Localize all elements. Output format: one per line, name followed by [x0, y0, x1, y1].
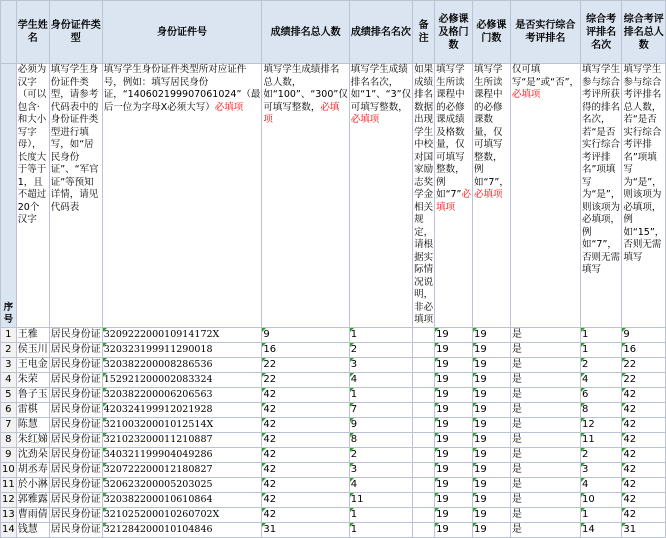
- required-marker: 必填项: [263, 101, 340, 125]
- column-header-idno[interactable]: 身份证件号: [102, 1, 262, 64]
- cell-req_total[interactable]: 19: [472, 387, 510, 402]
- cell-note[interactable]: [413, 387, 435, 402]
- required-marker: 必填项: [214, 101, 244, 113]
- cell-seq[interactable]: 1: [1, 327, 17, 342]
- column-header-rank[interactable]: 成绩排名名次: [349, 1, 412, 64]
- cell-eval_flag[interactable]: 是: [510, 492, 580, 507]
- description-text: 填写学生身份证件类型所对应证件号，例如：填写居民身份证，“140602199907061024”（最后一位为字母X必须大写）: [103, 64, 261, 113]
- cell-eval_flag[interactable]: 是: [510, 402, 580, 417]
- cell-eval_flag[interactable]: 是: [510, 357, 580, 372]
- cell-idtype[interactable]: 居民身份证: [49, 372, 102, 387]
- cell-note[interactable]: [413, 402, 435, 417]
- cell-idtype[interactable]: 居民身份证: [49, 342, 102, 357]
- column-header-eval_flag[interactable]: 是否实行综合考评排名: [510, 1, 580, 64]
- cell-eval_total[interactable]: 42: [622, 492, 666, 507]
- table-row: [1, 372, 666, 387]
- cell-req_cnt[interactable]: 19: [435, 492, 473, 507]
- cell-total[interactable]: 9: [262, 327, 349, 342]
- cell-total[interactable]: 31: [262, 522, 349, 537]
- column-header-seq[interactable]: [1, 1, 17, 64]
- cell-eval_flag[interactable]: 是: [510, 522, 580, 537]
- cell-idno[interactable]: 320382200006206563: [102, 387, 262, 402]
- cell-eval_rank[interactable]: 1: [581, 507, 622, 522]
- cell-rank[interactable]: 4: [349, 372, 412, 387]
- cell-idno[interactable]: 340321199904049286: [102, 447, 262, 462]
- table-row: [1, 477, 666, 492]
- cell-req_cnt[interactable]: 19: [435, 447, 473, 462]
- cell-total[interactable]: 22: [262, 372, 349, 387]
- required-marker: 必填项: [473, 189, 503, 200]
- cell-idno[interactable]: 320382200008286536: [102, 357, 262, 372]
- cell-rank[interactable]: 1: [349, 387, 412, 402]
- cell-idtype[interactable]: 居民身份证: [49, 402, 102, 417]
- table-row: [1, 387, 666, 402]
- cell-req_cnt[interactable]: 19: [435, 417, 473, 432]
- cell-name[interactable]: 雷棋: [16, 402, 49, 417]
- table-row: [1, 327, 666, 342]
- description-row: [1, 64, 666, 328]
- cell-req_total[interactable]: 19: [472, 432, 510, 447]
- cell-rank[interactable]: 2: [349, 447, 412, 462]
- cell-name[interactable]: 王雅: [16, 327, 49, 342]
- table-row: [1, 522, 666, 537]
- cell-eval_flag[interactable]: 是: [510, 477, 580, 492]
- cell-eval_flag[interactable]: 是: [510, 507, 580, 522]
- cell-idtype[interactable]: 居民身份证: [49, 417, 102, 432]
- cell-req_cnt[interactable]: 19: [435, 327, 473, 342]
- cell-eval_rank[interactable]: 6: [581, 387, 622, 402]
- seq-header-cell[interactable]: 序号: [1, 64, 17, 328]
- column-header-req_total[interactable]: 必修课门数: [472, 1, 510, 64]
- cell-idtype[interactable]: 居民身份证: [49, 387, 102, 402]
- cell-eval_rank[interactable]: 4: [581, 372, 622, 387]
- cell-note[interactable]: [413, 447, 435, 462]
- cell-note[interactable]: [413, 372, 435, 387]
- cell-note[interactable]: [413, 417, 435, 432]
- cell-req_cnt[interactable]: 19: [435, 387, 473, 402]
- cell-idtype[interactable]: 居民身份证: [49, 522, 102, 537]
- cell-req_total[interactable]: 19: [472, 462, 510, 477]
- cell-eval_total[interactable]: 16: [622, 342, 666, 357]
- cell-seq[interactable]: 6: [1, 402, 17, 417]
- column-header-req_cnt[interactable]: 必修课及格门数: [435, 1, 473, 64]
- cell-rank[interactable]: 1: [349, 507, 412, 522]
- cell-eval_total[interactable]: 42: [622, 432, 666, 447]
- cell-name[interactable]: 曹雨倩: [16, 507, 49, 522]
- cell-seq[interactable]: 12: [1, 492, 17, 507]
- cell-rank[interactable]: 9: [349, 417, 412, 432]
- cell-eval_total[interactable]: 22: [622, 372, 666, 387]
- cell-rank[interactable]: 4: [349, 477, 412, 492]
- cell-idtype[interactable]: 居民身份证: [49, 492, 102, 507]
- cell-note[interactable]: [413, 342, 435, 357]
- cell-eval_total[interactable]: 42: [622, 507, 666, 522]
- cell-eval_total[interactable]: 42: [622, 417, 666, 432]
- description-text: 填写学生所读课程中的必修课数量，仅可填写整数，例如“7”，: [473, 64, 509, 188]
- cell-rank[interactable]: 2: [349, 342, 412, 357]
- table-row: [1, 342, 666, 357]
- cell-seq[interactable]: 14: [1, 522, 17, 537]
- cell-seq[interactable]: 5: [1, 387, 17, 402]
- table-row: [1, 417, 666, 432]
- cell-seq[interactable]: 8: [1, 432, 17, 447]
- cell-seq[interactable]: 2: [1, 342, 17, 357]
- cell-name[interactable]: 朱红娣: [16, 432, 49, 447]
- cell-idtype[interactable]: 居民身份证: [49, 432, 102, 447]
- cell-req_cnt[interactable]: 19: [435, 372, 473, 387]
- cell-eval_total[interactable]: 42: [622, 477, 666, 492]
- cell-idno[interactable]: 420324199912021928: [102, 402, 262, 417]
- cell-total[interactable]: 42: [262, 507, 349, 522]
- required-marker: 必填项: [511, 89, 541, 100]
- column-header-idtype[interactable]: 身份证件类型: [49, 1, 102, 64]
- cell-req_total[interactable]: 19: [472, 372, 510, 387]
- cell-idtype[interactable]: 居民身份证: [49, 447, 102, 462]
- cell-eval_rank[interactable]: 1: [581, 342, 622, 357]
- cell-req_total[interactable]: 19: [472, 357, 510, 372]
- cell-note[interactable]: [413, 462, 435, 477]
- cell-eval_rank[interactable]: 14: [581, 522, 622, 537]
- description-text: 填写学生身份证件类型，请参考代码表中的身份证件类型进行填写，如“居民身份证”、“军官证”等预知详情，请见代码表: [50, 64, 99, 213]
- cell-total[interactable]: 42: [262, 462, 349, 477]
- cell-req_cnt[interactable]: 19: [435, 342, 473, 357]
- cell-total[interactable]: 42: [262, 432, 349, 447]
- table-row: [1, 462, 666, 477]
- cell-total[interactable]: 42: [262, 417, 349, 432]
- cell-idno[interactable]: 320623200005203025: [102, 477, 262, 492]
- cell-name[interactable]: 侯玉川: [16, 342, 49, 357]
- cell-name[interactable]: 沈劲朵: [16, 447, 49, 462]
- cell-rank[interactable]: 3: [349, 462, 412, 477]
- cell-req_total[interactable]: 19: [472, 477, 510, 492]
- cell-total[interactable]: 42: [262, 402, 349, 417]
- cell-name[interactable]: 鲁子玉: [16, 387, 49, 402]
- cell-note[interactable]: [413, 357, 435, 372]
- cell-idno[interactable]: 320382200010610864: [102, 492, 262, 507]
- cell-req_total[interactable]: 19: [472, 507, 510, 522]
- cell-req_cnt[interactable]: 19: [435, 432, 473, 447]
- cell-note[interactable]: [413, 432, 435, 447]
- cell-idno[interactable]: 320722200012180827: [102, 462, 262, 477]
- cell-idno[interactable]: 152921200002083324: [102, 372, 262, 387]
- cell-eval_total[interactable]: 42: [622, 387, 666, 402]
- cell-seq[interactable]: 11: [1, 477, 17, 492]
- cell-seq[interactable]: 10: [1, 462, 17, 477]
- cell-rank[interactable]: 7: [349, 402, 412, 417]
- cell-total[interactable]: 16: [262, 342, 349, 357]
- column-header-name[interactable]: 学生姓名: [16, 1, 49, 64]
- description-cell-req_cnt[interactable]: [435, 64, 473, 328]
- cell-note[interactable]: [413, 522, 435, 537]
- cell-req_total[interactable]: 19: [472, 447, 510, 462]
- cell-rank[interactable]: 11: [349, 492, 412, 507]
- cell-eval_flag[interactable]: 是: [510, 327, 580, 342]
- cell-eval_flag[interactable]: 是: [510, 462, 580, 477]
- cell-rank[interactable]: 8: [349, 432, 412, 447]
- required-marker: 必填项: [436, 189, 471, 213]
- cell-note[interactable]: [413, 507, 435, 522]
- cell-name[interactable]: 钱慧: [16, 522, 49, 537]
- cell-eval_flag[interactable]: 是: [510, 417, 580, 432]
- cell-req_cnt[interactable]: 19: [435, 402, 473, 417]
- column-header-eval_total[interactable]: 综合考评排名总人数: [622, 1, 666, 64]
- required-marker: 必填项: [350, 114, 380, 125]
- table-row: [1, 402, 666, 417]
- table-row: [1, 357, 666, 372]
- description-text: 填写学生所读课程中的必修课成绩及格数量，仅可填写整数，例如“7”: [436, 64, 465, 200]
- cell-rank[interactable]: 1: [349, 522, 412, 537]
- description-cell-total[interactable]: [262, 64, 349, 328]
- description-text: 必须为汉字（可以包含·和大小写字母），长度大于等于1，且不超过20个汉字: [17, 64, 47, 225]
- cell-idtype[interactable]: 居民身份证: [49, 507, 102, 522]
- column-header-total[interactable]: 成绩排名总人数: [262, 1, 349, 64]
- cell-eval_total[interactable]: 31: [622, 522, 666, 537]
- description-cell-eval_total[interactable]: [622, 64, 666, 328]
- header-row: [1, 1, 666, 64]
- cell-eval_rank[interactable]: 1: [581, 327, 622, 342]
- cell-req_total[interactable]: 19: [472, 522, 510, 537]
- cell-rank[interactable]: 3: [349, 357, 412, 372]
- cell-total[interactable]: 22: [262, 357, 349, 372]
- cell-total[interactable]: 42: [262, 492, 349, 507]
- table-row: [1, 447, 666, 462]
- cell-eval_total[interactable]: 42: [622, 462, 666, 477]
- description-cell-idno[interactable]: [102, 64, 262, 328]
- cell-eval_total[interactable]: 22: [622, 357, 666, 372]
- cell-note[interactable]: [413, 477, 435, 492]
- cell-req_total[interactable]: 19: [472, 492, 510, 507]
- cell-name[interactable]: 王电金: [16, 357, 49, 372]
- cell-seq[interactable]: 4: [1, 372, 17, 387]
- cell-rank[interactable]: 1: [349, 327, 412, 342]
- cell-eval_flag[interactable]: 是: [510, 432, 580, 447]
- cell-req_total[interactable]: 19: [472, 342, 510, 357]
- cell-eval_total[interactable]: 42: [622, 402, 666, 417]
- cell-name[interactable]: 胡丞寿: [16, 462, 49, 477]
- cell-req_cnt[interactable]: 19: [435, 507, 473, 522]
- cell-seq[interactable]: 13: [1, 507, 17, 522]
- description-text: 仅可填写“是”或“否”，: [511, 64, 580, 88]
- description-text: 填写学生成绩排名名次，如“1”、“3”仅可填写整数，: [350, 64, 412, 113]
- description-cell-note[interactable]: [413, 64, 435, 328]
- description-text: 如果成绩排名数据出现学生中校对国家励志奖学金相关规定，请根据实际情况说明，非必填项: [414, 64, 434, 325]
- cell-eval_rank[interactable]: 8: [581, 402, 622, 417]
- description-text: 填写学生成绩排名总人数，如“100”、“300”仅可填写整数，: [263, 64, 348, 113]
- cell-req_cnt[interactable]: 19: [435, 522, 473, 537]
- cell-seq[interactable]: 3: [1, 357, 17, 372]
- description-cell-idtype[interactable]: [49, 64, 102, 328]
- cell-total[interactable]: 42: [262, 477, 349, 492]
- description-cell-eval_rank[interactable]: [581, 64, 622, 328]
- cell-eval_total[interactable]: 42: [622, 447, 666, 462]
- cell-eval_rank[interactable]: 2: [581, 357, 622, 372]
- cell-seq[interactable]: 9: [1, 447, 17, 462]
- cell-note[interactable]: [413, 492, 435, 507]
- cell-seq[interactable]: 7: [1, 417, 17, 432]
- cell-idno[interactable]: 320922200010914172X: [102, 327, 262, 342]
- table-row: [1, 507, 666, 522]
- table-row: [1, 432, 666, 447]
- cell-eval_rank[interactable]: 10: [581, 492, 622, 507]
- cell-req_cnt[interactable]: 19: [435, 462, 473, 477]
- table-row: [1, 492, 666, 507]
- cell-req_cnt[interactable]: 19: [435, 477, 473, 492]
- description-cell-eval_flag[interactable]: [510, 64, 580, 328]
- cell-req_total[interactable]: 19: [472, 327, 510, 342]
- cell-total[interactable]: 42: [262, 447, 349, 462]
- cell-name[interactable]: 於小淋: [16, 477, 49, 492]
- cell-name[interactable]: 陈慧: [16, 417, 49, 432]
- cell-eval_total[interactable]: 9: [622, 327, 666, 342]
- cell-name[interactable]: 朱荣: [16, 372, 49, 387]
- cell-idtype[interactable]: 居民身份证: [49, 462, 102, 477]
- cell-eval_flag[interactable]: 是: [510, 342, 580, 357]
- cell-idtype[interactable]: 居民身份证: [49, 477, 102, 492]
- cell-eval_rank[interactable]: 2: [581, 447, 622, 462]
- description-cell-rank[interactable]: [349, 64, 412, 328]
- cell-eval_rank[interactable]: 3: [581, 462, 622, 477]
- cell-idno[interactable]: 32100320001012514X: [102, 417, 262, 432]
- cell-idno[interactable]: 320323199911290018: [102, 342, 262, 357]
- cell-eval_rank[interactable]: 11: [581, 432, 622, 447]
- cell-idtype[interactable]: 居民身份证: [49, 327, 102, 342]
- cell-req_total[interactable]: 19: [472, 417, 510, 432]
- cell-req_cnt[interactable]: 19: [435, 357, 473, 372]
- cell-name[interactable]: 郭雅露: [16, 492, 49, 507]
- description-text: 填写学生参与综合考评排名总人数，若“是否实行综合考评排名”项填写为“是”，则该项为必填项，例如“15”，否则无需填写: [623, 64, 665, 263]
- column-header-note[interactable]: 备注: [413, 1, 435, 64]
- description-cell-req_total[interactable]: [472, 64, 510, 328]
- cell-eval_rank[interactable]: 12: [581, 417, 622, 432]
- description-text: 填写学生参与综合考评所获得的排名名次，若“是否实行综合考评排名”项填写为“是”，则该项为必填项，例如“7”，否则无需填写: [582, 64, 621, 275]
- cell-eval_flag[interactable]: 是: [510, 447, 580, 462]
- cell-eval_flag[interactable]: 是: [510, 372, 580, 387]
- column-header-eval_rank[interactable]: 综合考评排名名次: [581, 1, 622, 64]
- description-cell-name[interactable]: [16, 64, 49, 328]
- cell-eval_rank[interactable]: 4: [581, 477, 622, 492]
- cell-idtype[interactable]: 居民身份证: [49, 357, 102, 372]
- cell-idno[interactable]: 321025200010260702X: [102, 507, 262, 522]
- cell-note[interactable]: [413, 327, 435, 342]
- cell-idno[interactable]: 321023200011210887: [102, 432, 262, 447]
- cell-idno[interactable]: 321284200010104846: [102, 522, 262, 537]
- cell-total[interactable]: 42: [262, 387, 349, 402]
- cell-req_total[interactable]: 19: [472, 402, 510, 417]
- cell-eval_flag[interactable]: 是: [510, 387, 580, 402]
